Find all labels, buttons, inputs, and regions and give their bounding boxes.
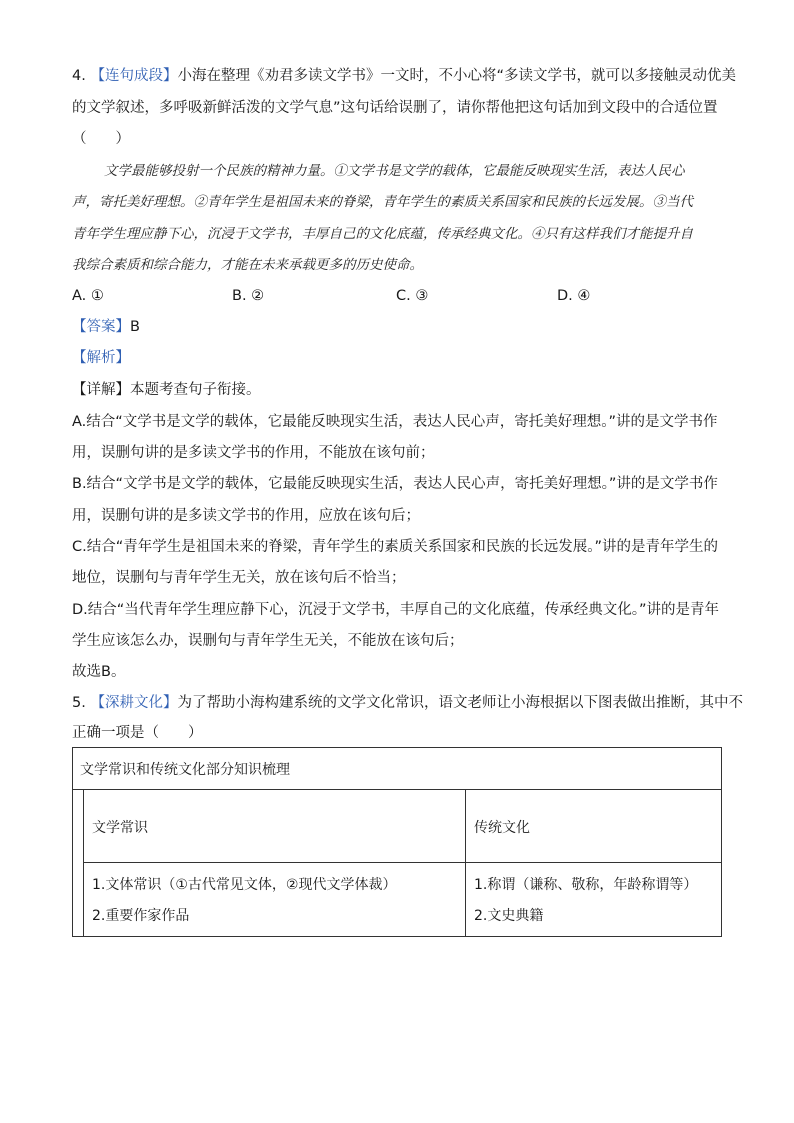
passage-line-3: 青年学生理应静下心，沉浸于文学书，丰厚自己的文化底蕴，传承经典文化。④只有这样我们才能提升自 xyxy=(72,226,693,242)
q4-stem-line1 xyxy=(72,66,736,86)
explanation-line: D.结合“当代青年学生理应静下心，沉浸于文学书，丰厚自己的文化底蕴，传承经典文化。”讲的是青年 xyxy=(72,602,720,618)
q4-number: 4. xyxy=(72,68,86,84)
answer-row xyxy=(72,317,140,337)
table-cell: 1.文体常识（①古代常见文体，②现代文学体裁） xyxy=(92,877,397,893)
passage-line-1: 文学最能够投射一个民族的精神力量。①文学书是文学的载体，它最能反映现实生活，表达人民心 xyxy=(104,163,685,179)
detail-intro: 本题考查句子衔接。 xyxy=(130,382,261,398)
explanation-line: 用，误删句讲的是多读文学书的作用，不能放在该句前； xyxy=(72,445,435,461)
q5-stem-line1 xyxy=(72,693,743,713)
q4-tag: 【连句成段】 xyxy=(90,68,178,84)
table-divider xyxy=(83,862,722,863)
q5-tag: 【深耕文化】 xyxy=(90,695,178,711)
table-cell: 2.文史典籍 xyxy=(474,908,544,924)
q5-stem-line2: 正确一项是（ ） xyxy=(72,725,203,741)
table-cell: 1.称谓（谦称、敬称，年龄称谓等） xyxy=(474,877,698,893)
q5-stem-text: 为了帮助小海构建系统的文学文化常识，语文老师让小海根据以下图表做出推断，其中不 xyxy=(177,695,743,711)
q4-answer-blank: （ ） xyxy=(72,131,130,147)
explanation-line: A.结合“文学书是文学的载体，它最能反映现实生活，表达人民心声，寄托美好理想。”讲的是文学书作 xyxy=(72,414,718,430)
table-divider xyxy=(465,789,466,937)
detail-row xyxy=(72,380,261,400)
answer-value: B xyxy=(130,319,140,335)
passage-line-4: 我综合素质和综合能力，才能在未来承载更多的历史使命。 xyxy=(72,257,423,273)
option-c[interactable]: C. ③ xyxy=(396,288,429,304)
option-a[interactable]: A. ① xyxy=(72,288,104,304)
explanation-line: 地位，误删句与青年学生无关，放在该句后不恰当； xyxy=(72,570,406,586)
option-d[interactable]: D. ④ xyxy=(557,288,591,304)
analysis-label: 【解析】 xyxy=(72,350,130,366)
table-title: 文学常识和传统文化部分知识梳理 xyxy=(80,762,290,778)
table-divider xyxy=(83,789,84,937)
table-cell: 2.重要作家作品 xyxy=(92,908,190,924)
explanation-line: B.结合“文学书是文学的载体，它最能反映现实生活，表达人民心声，寄托美好理想。”讲的是文学书作 xyxy=(72,476,718,492)
explanation-line: 用，误删句讲的是多读文学书的作用，应放在该句后； xyxy=(72,508,420,524)
passage-line-2: 声，寄托美好理想。②青年学生是祖国未来的脊梁，青年学生的素质关系国家和民族的长远发展。③当代 xyxy=(72,194,693,210)
table-header-culture: 传统文化 xyxy=(474,820,530,836)
table-divider xyxy=(72,789,722,790)
option-b[interactable]: B. ② xyxy=(232,288,265,304)
detail-label: 【详解】 xyxy=(72,382,130,398)
answer-label: 【答案】 xyxy=(72,319,130,335)
q4-stem-text: 小海在整理《劝君多读文学书》一文时，不小心将“多读文学书，就可以多接触灵动优美 xyxy=(177,68,736,84)
explanation-line: 学生应该怎么办，误删句与青年学生无关，不能放在该句后； xyxy=(72,633,464,649)
q4-stem-line2: 的文学叙述，多呼吸新鲜活泼的文学气息”这句话给误删了，请你帮他把这句话加到文段中的合适位置 xyxy=(72,100,718,116)
final-choice: 故选B。 xyxy=(72,664,126,680)
q5-number: 5. xyxy=(72,695,86,711)
explanation-line: C.结合“青年学生是祖国未来的脊梁，青年学生的素质关系国家和民族的长远发展。”讲的是青年学生的 xyxy=(72,539,719,555)
table-header-literature: 文学常识 xyxy=(92,820,148,836)
